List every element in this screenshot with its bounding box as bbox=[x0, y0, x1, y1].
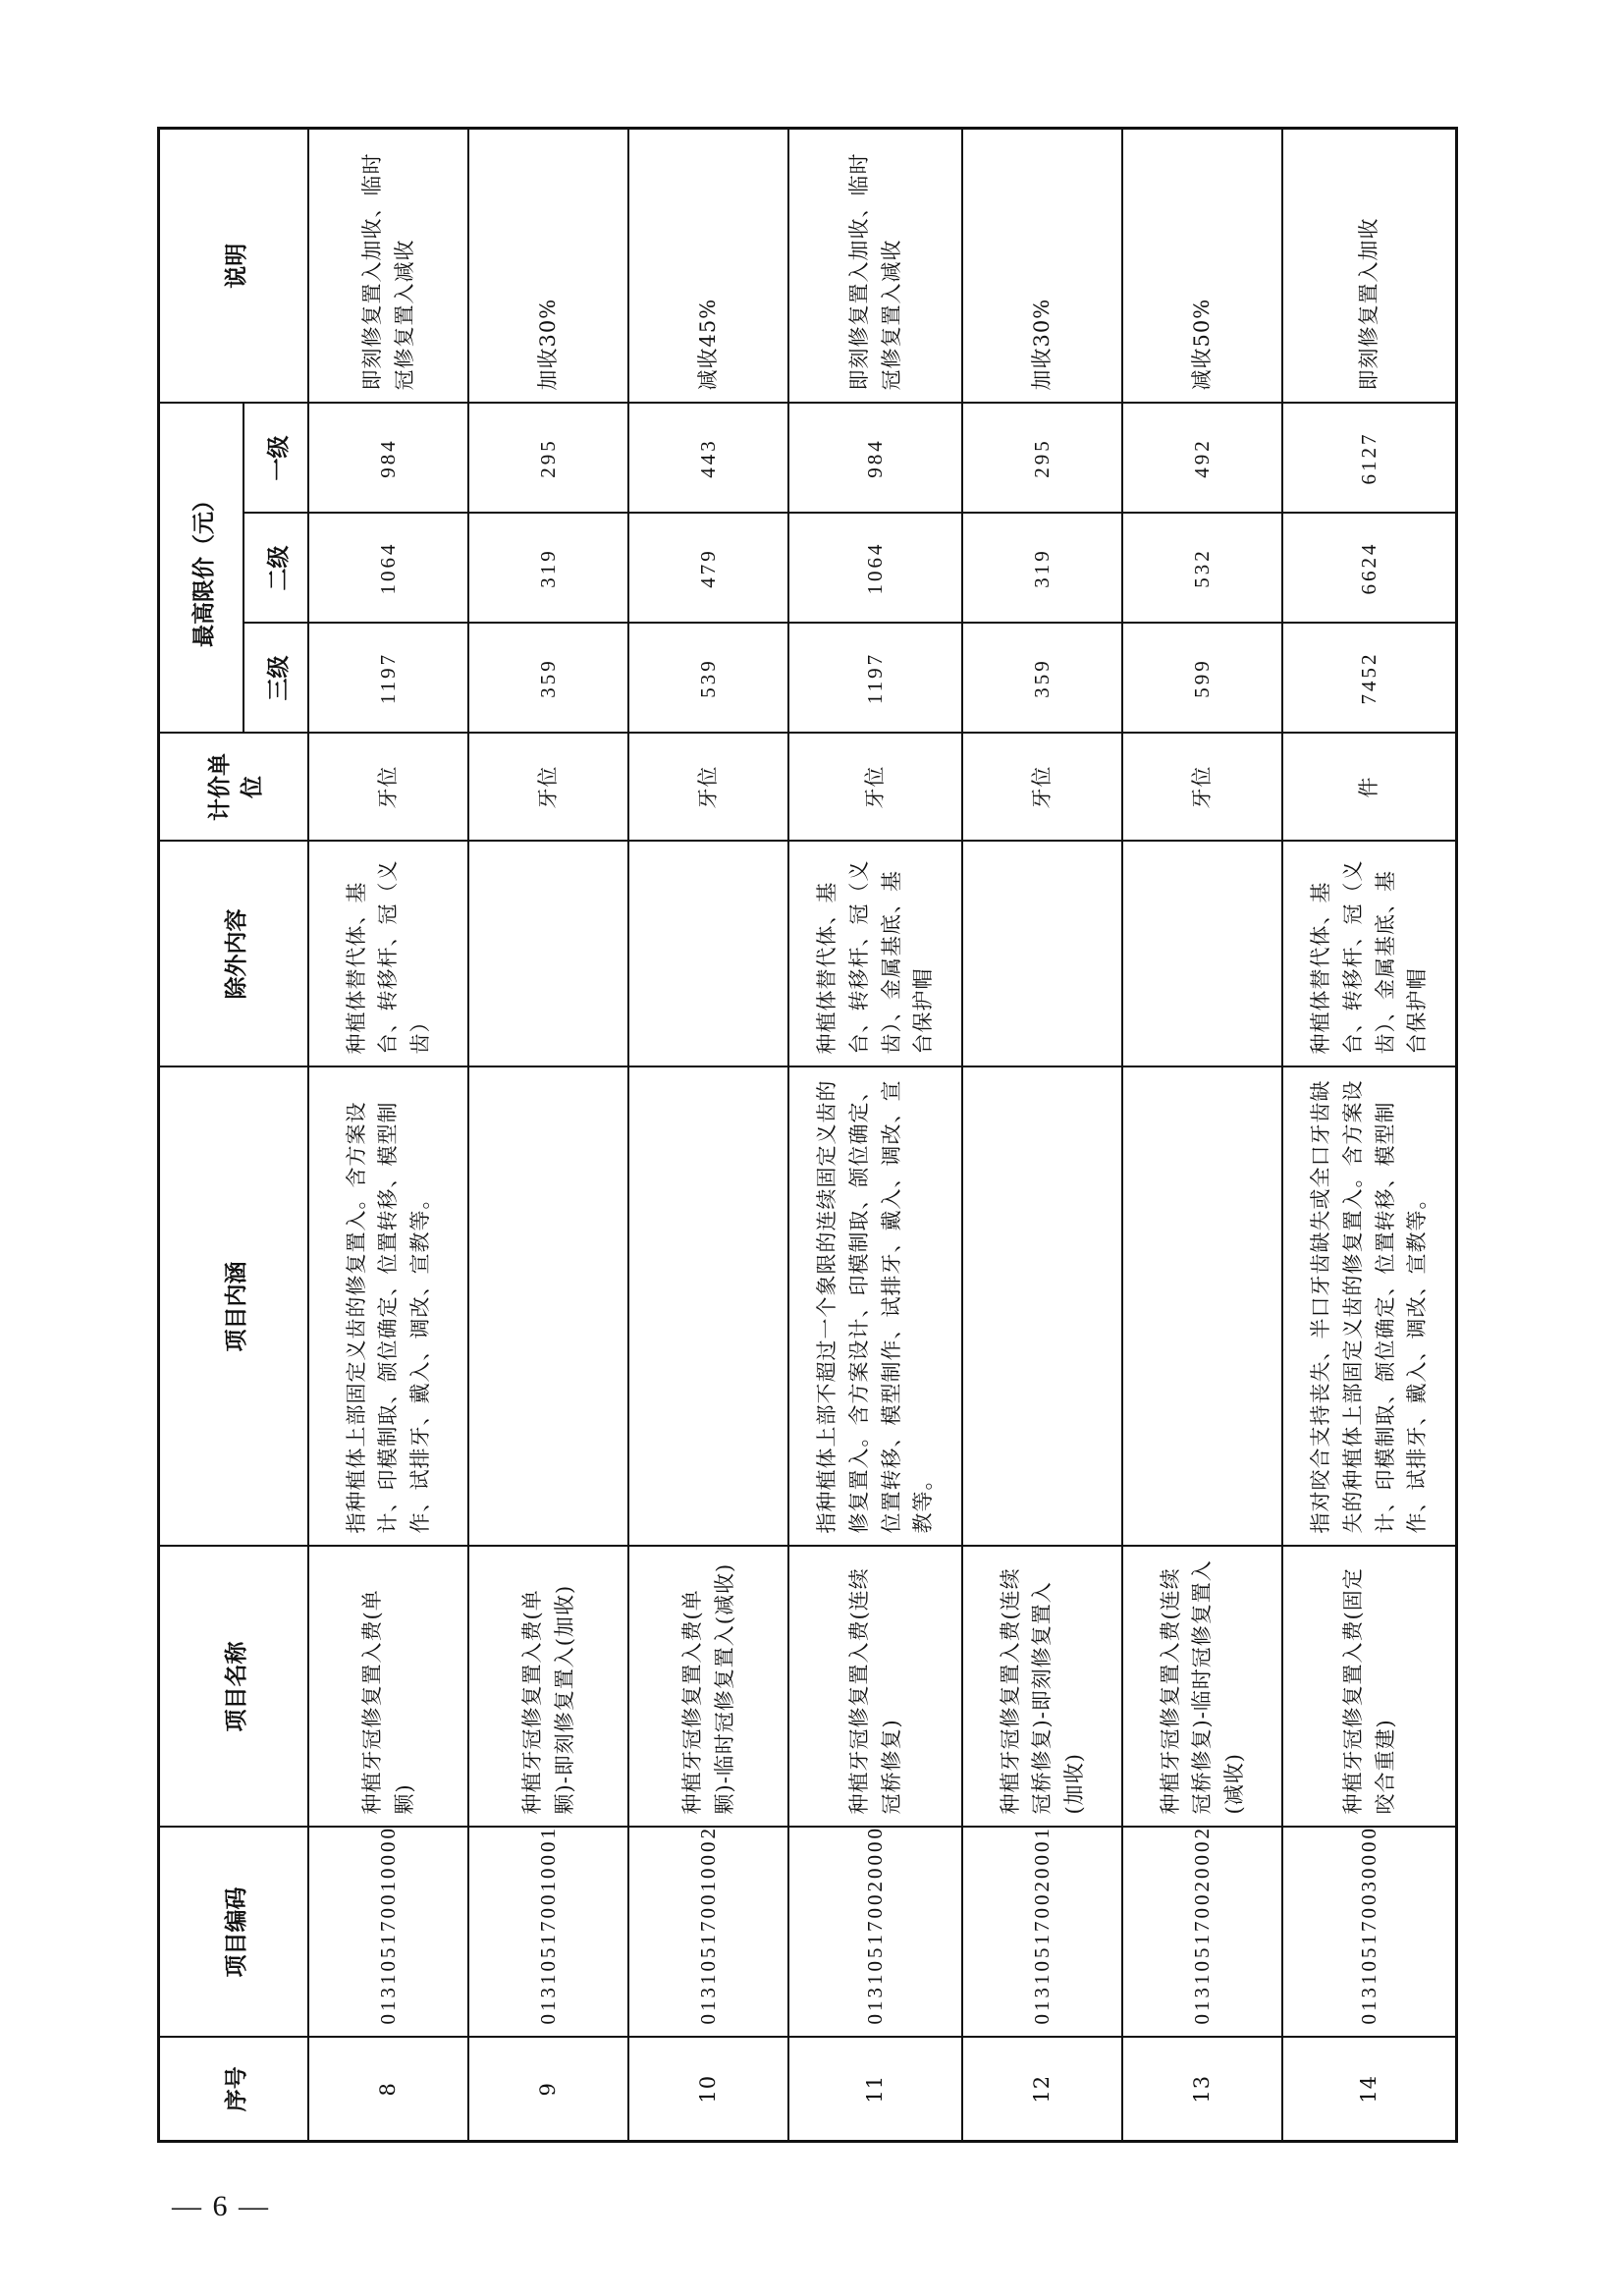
cell-description bbox=[468, 1067, 628, 1547]
cell-seq: 12 bbox=[962, 2038, 1122, 2142]
cell-description bbox=[628, 1067, 788, 1547]
cell-level3: 1197 bbox=[788, 624, 962, 734]
cell-note: 加收30% bbox=[962, 128, 1122, 403]
cell-level1: 984 bbox=[308, 403, 468, 513]
header-excluded: 除外内容 bbox=[159, 842, 309, 1067]
cell-unit: 牙位 bbox=[788, 734, 962, 842]
cell-excluded: 种植体替代体、基台、转移杆、冠（义齿）、金属基底、基台保护帽 bbox=[1282, 842, 1456, 1067]
header-unit: 计价单位 bbox=[159, 734, 309, 842]
page-number: — 6 — bbox=[172, 2190, 270, 2222]
header-seq: 序号 bbox=[159, 2038, 309, 2142]
cell-excluded bbox=[628, 842, 788, 1067]
cell-level2: 532 bbox=[1122, 514, 1282, 624]
cell-code: 013105170020001 bbox=[962, 1828, 1122, 2038]
cell-level3: 539 bbox=[628, 624, 788, 734]
cell-description: 指种植体上部固定义齿的修复置入。含方案设计、印模制取、颌位确定、位置转移、模型制作、试排牙、戴入、调改、宣教等。 bbox=[308, 1067, 468, 1547]
table-row bbox=[628, 128, 788, 2141]
cell-excluded: 种植体替代体、基台、转移杆、冠（义齿） bbox=[308, 842, 468, 1067]
cell-note: 即刻修复置入加收 bbox=[1282, 128, 1456, 403]
cell-name: 种植牙冠修复置入费(连续冠桥修复) bbox=[788, 1547, 962, 1828]
cell-seq: 14 bbox=[1282, 2038, 1456, 2142]
cell-description: 指种植体上部不超过一个象限的连续固定义齿的修复置入。含方案设计、印模制取、颌位确定、位置转移、模型制作、试排牙、戴入、调改、宣教等。 bbox=[788, 1067, 962, 1547]
cell-level2: 1064 bbox=[308, 514, 468, 624]
cell-seq: 11 bbox=[788, 2038, 962, 2142]
cell-level1: 295 bbox=[468, 403, 628, 513]
cell-name: 种植牙冠修复置入费(连续冠桥修复)-即刻修复置入(加收) bbox=[962, 1547, 1122, 1828]
cell-excluded bbox=[468, 842, 628, 1067]
cell-unit: 牙位 bbox=[308, 734, 468, 842]
price-table-rotated bbox=[157, 130, 1458, 2143]
cell-level2: 1064 bbox=[788, 514, 962, 624]
cell-code: 013105170020000 bbox=[788, 1828, 962, 2038]
cell-level3: 599 bbox=[1122, 624, 1282, 734]
table-row bbox=[468, 128, 628, 2141]
cell-level1: 984 bbox=[788, 403, 962, 513]
cell-unit: 牙位 bbox=[1122, 734, 1282, 842]
cell-seq: 9 bbox=[468, 2038, 628, 2142]
cell-seq: 13 bbox=[1122, 2038, 1282, 2142]
cell-excluded: 种植体替代体、基台、转移杆、冠（义齿）、金属基底、基台保护帽 bbox=[788, 842, 962, 1067]
cell-note: 加收30% bbox=[468, 128, 628, 403]
cell-unit: 件 bbox=[1282, 734, 1456, 842]
cell-code: 013105170010002 bbox=[628, 1828, 788, 2038]
cell-note: 减收45% bbox=[628, 128, 788, 403]
cell-level3: 7452 bbox=[1282, 624, 1456, 734]
cell-description bbox=[962, 1067, 1122, 1547]
table-row bbox=[308, 128, 468, 2141]
cell-note: 减收50% bbox=[1122, 128, 1282, 403]
cell-level1: 443 bbox=[628, 403, 788, 513]
cell-unit: 牙位 bbox=[962, 734, 1122, 842]
header-name: 项目名称 bbox=[159, 1547, 309, 1828]
header-level3: 三级 bbox=[243, 624, 308, 734]
cell-unit: 牙位 bbox=[468, 734, 628, 842]
cell-code: 013105170020002 bbox=[1122, 1828, 1282, 2038]
table-row bbox=[788, 128, 962, 2141]
header-note: 说明 bbox=[159, 128, 309, 403]
cell-level2: 319 bbox=[962, 514, 1122, 624]
cell-level1: 6127 bbox=[1282, 403, 1456, 513]
header-description: 项目内涵 bbox=[159, 1067, 309, 1547]
cell-level2: 479 bbox=[628, 514, 788, 624]
table-row bbox=[1282, 128, 1456, 2141]
cell-name: 种植牙冠修复置入费(固定咬合重建) bbox=[1282, 1547, 1456, 1828]
cell-level2: 6624 bbox=[1282, 514, 1456, 624]
cell-name: 种植牙冠修复置入费(单颗)-即刻修复置入(加收) bbox=[468, 1547, 628, 1828]
cell-level3: 359 bbox=[468, 624, 628, 734]
cell-level3: 1197 bbox=[308, 624, 468, 734]
cell-note: 即刻修复置入加收、临时冠修复置入减收 bbox=[788, 128, 962, 403]
price-table bbox=[157, 127, 1458, 2143]
cell-seq: 8 bbox=[308, 2038, 468, 2142]
cell-excluded bbox=[1122, 842, 1282, 1067]
cell-note: 即刻修复置入加收、临时冠修复置入减收 bbox=[308, 128, 468, 403]
table-row bbox=[962, 128, 1122, 2141]
header-level2: 二级 bbox=[243, 514, 308, 624]
cell-level1: 492 bbox=[1122, 403, 1282, 513]
cell-description: 指对咬合支持丧失、半口牙齿缺失或全口牙齿缺失的种植体上部固定义齿的修复置入。含方案设计、印模制取、颌位确定、位置转移、模型制作、试排牙、戴入、调改、宣教等。 bbox=[1282, 1067, 1456, 1547]
header-max-price: 最高限价（元） bbox=[159, 403, 244, 733]
cell-level1: 295 bbox=[962, 403, 1122, 513]
cell-name: 种植牙冠修复置入费(连续冠桥修复)-临时冠修复置入(减收) bbox=[1122, 1547, 1282, 1828]
cell-excluded bbox=[962, 842, 1122, 1067]
cell-name: 种植牙冠修复置入费(单颗) bbox=[308, 1547, 468, 1828]
header-code: 项目编码 bbox=[159, 1828, 309, 2038]
cell-unit: 牙位 bbox=[628, 734, 788, 842]
cell-code: 013105170030000 bbox=[1282, 1828, 1456, 2038]
cell-seq: 10 bbox=[628, 2038, 788, 2142]
cell-level3: 359 bbox=[962, 624, 1122, 734]
header-level1: 一级 bbox=[243, 403, 308, 513]
cell-code: 013105170010000 bbox=[308, 1828, 468, 2038]
cell-level2: 319 bbox=[468, 514, 628, 624]
table-row bbox=[1122, 128, 1282, 2141]
cell-description bbox=[1122, 1067, 1282, 1547]
cell-code: 013105170010001 bbox=[468, 1828, 628, 2038]
cell-name: 种植牙冠修复置入费(单颗)-临时冠修复置入(减收) bbox=[628, 1547, 788, 1828]
